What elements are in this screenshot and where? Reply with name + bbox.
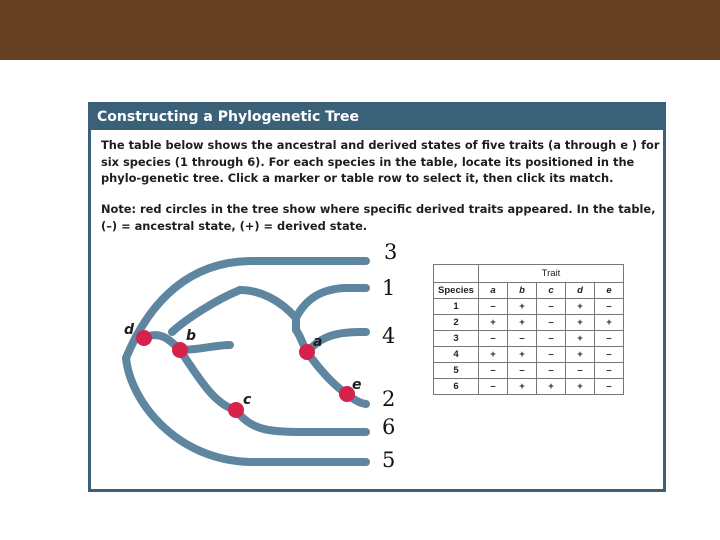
label-e: e [352, 377, 362, 393]
state-cell: – [566, 363, 595, 379]
state-cell: + [566, 347, 595, 363]
marker-b[interactable] [172, 342, 188, 358]
label-b: b [186, 328, 197, 344]
branch-e [307, 352, 347, 394]
tip-number-6[interactable]: 6 [382, 415, 396, 439]
tree-branches [126, 261, 366, 462]
species-header: Species [434, 283, 479, 299]
state-cell: – [537, 347, 566, 363]
tip-number-3[interactable]: 3 [384, 240, 398, 264]
state-cell: + [595, 315, 624, 331]
state-cell: – [479, 363, 508, 379]
label-c: c [243, 392, 252, 408]
marker-c[interactable] [228, 402, 244, 418]
species-cell: 6 [434, 379, 479, 395]
label-a: a [313, 334, 323, 350]
trait-header-d: d [566, 283, 595, 299]
state-cell: – [537, 315, 566, 331]
table-row[interactable] [434, 363, 624, 379]
state-cell: + [508, 347, 537, 363]
state-cell: + [566, 331, 595, 347]
instructions-text: The table below shows the ancestral and derived states of five traits (a through e ) for six species (1 through 6). For each species in the table, locate its positioned in the phylo-genetic tree. Click a marker or table row to select it, then click its match. [101, 138, 660, 185]
table-row[interactable] [434, 299, 624, 315]
table-row[interactable] [434, 315, 624, 331]
branch-b-up [172, 290, 240, 332]
trait-group-header: Trait [479, 265, 624, 283]
species-cell: 4 [434, 347, 479, 363]
state-cell: – [537, 331, 566, 347]
state-cell: – [508, 363, 537, 379]
state-cell: – [537, 363, 566, 379]
state-cell: + [566, 315, 595, 331]
state-cell: + [537, 379, 566, 395]
species-cell: 2 [434, 315, 479, 331]
branch-1 [296, 288, 366, 318]
branch-3 [126, 261, 366, 358]
table-row[interactable] [434, 347, 624, 363]
note-body: red circles in the tree show where specific derived traits appeared. In the table, (–) = ancestral state, (+) = derived state. [101, 202, 656, 233]
branch-b-c [180, 350, 236, 410]
state-cell: – [479, 379, 508, 395]
trait-header-c: c [537, 283, 566, 299]
note-label: Note: [101, 202, 137, 216]
state-cell: – [595, 379, 624, 395]
state-cell: + [508, 315, 537, 331]
state-cell: + [508, 299, 537, 315]
branch-to-a-clade [240, 290, 296, 318]
trait-rows [434, 299, 624, 395]
table-group-header-row [434, 265, 624, 283]
panel-title: Constructing a Phylogenetic Tree [97, 109, 360, 125]
species-cell: 3 [434, 331, 479, 347]
tip-number-5[interactable]: 5 [382, 448, 396, 472]
branch-5 [126, 358, 366, 462]
branch-6 [236, 410, 366, 432]
state-cell: – [537, 299, 566, 315]
tip-number-1[interactable]: 1 [382, 276, 396, 300]
state-cell: – [595, 347, 624, 363]
state-cell: + [479, 347, 508, 363]
state-cell: – [595, 299, 624, 315]
state-cell: – [595, 331, 624, 347]
table-row[interactable] [434, 331, 624, 347]
trait-header-b: b [508, 283, 537, 299]
table-header-row [434, 283, 624, 299]
tip-number-4[interactable]: 4 [382, 324, 396, 348]
table-row[interactable] [434, 379, 624, 395]
species-cell: 1 [434, 299, 479, 315]
state-cell: + [566, 299, 595, 315]
state-cell: + [566, 379, 595, 395]
trait-header-e: e [595, 283, 624, 299]
species-cell: 5 [434, 363, 479, 379]
tip-number-2[interactable]: 2 [382, 387, 396, 411]
trait-table [433, 264, 624, 395]
state-cell: + [508, 379, 537, 395]
trait-header-a: a [479, 283, 508, 299]
state-cell: + [479, 315, 508, 331]
state-cell: – [479, 299, 508, 315]
state-cell: – [508, 331, 537, 347]
label-d: d [124, 322, 135, 338]
table-corner [434, 265, 479, 283]
state-cell: – [479, 331, 508, 347]
state-cell: – [595, 363, 624, 379]
marker-d[interactable] [136, 330, 152, 346]
